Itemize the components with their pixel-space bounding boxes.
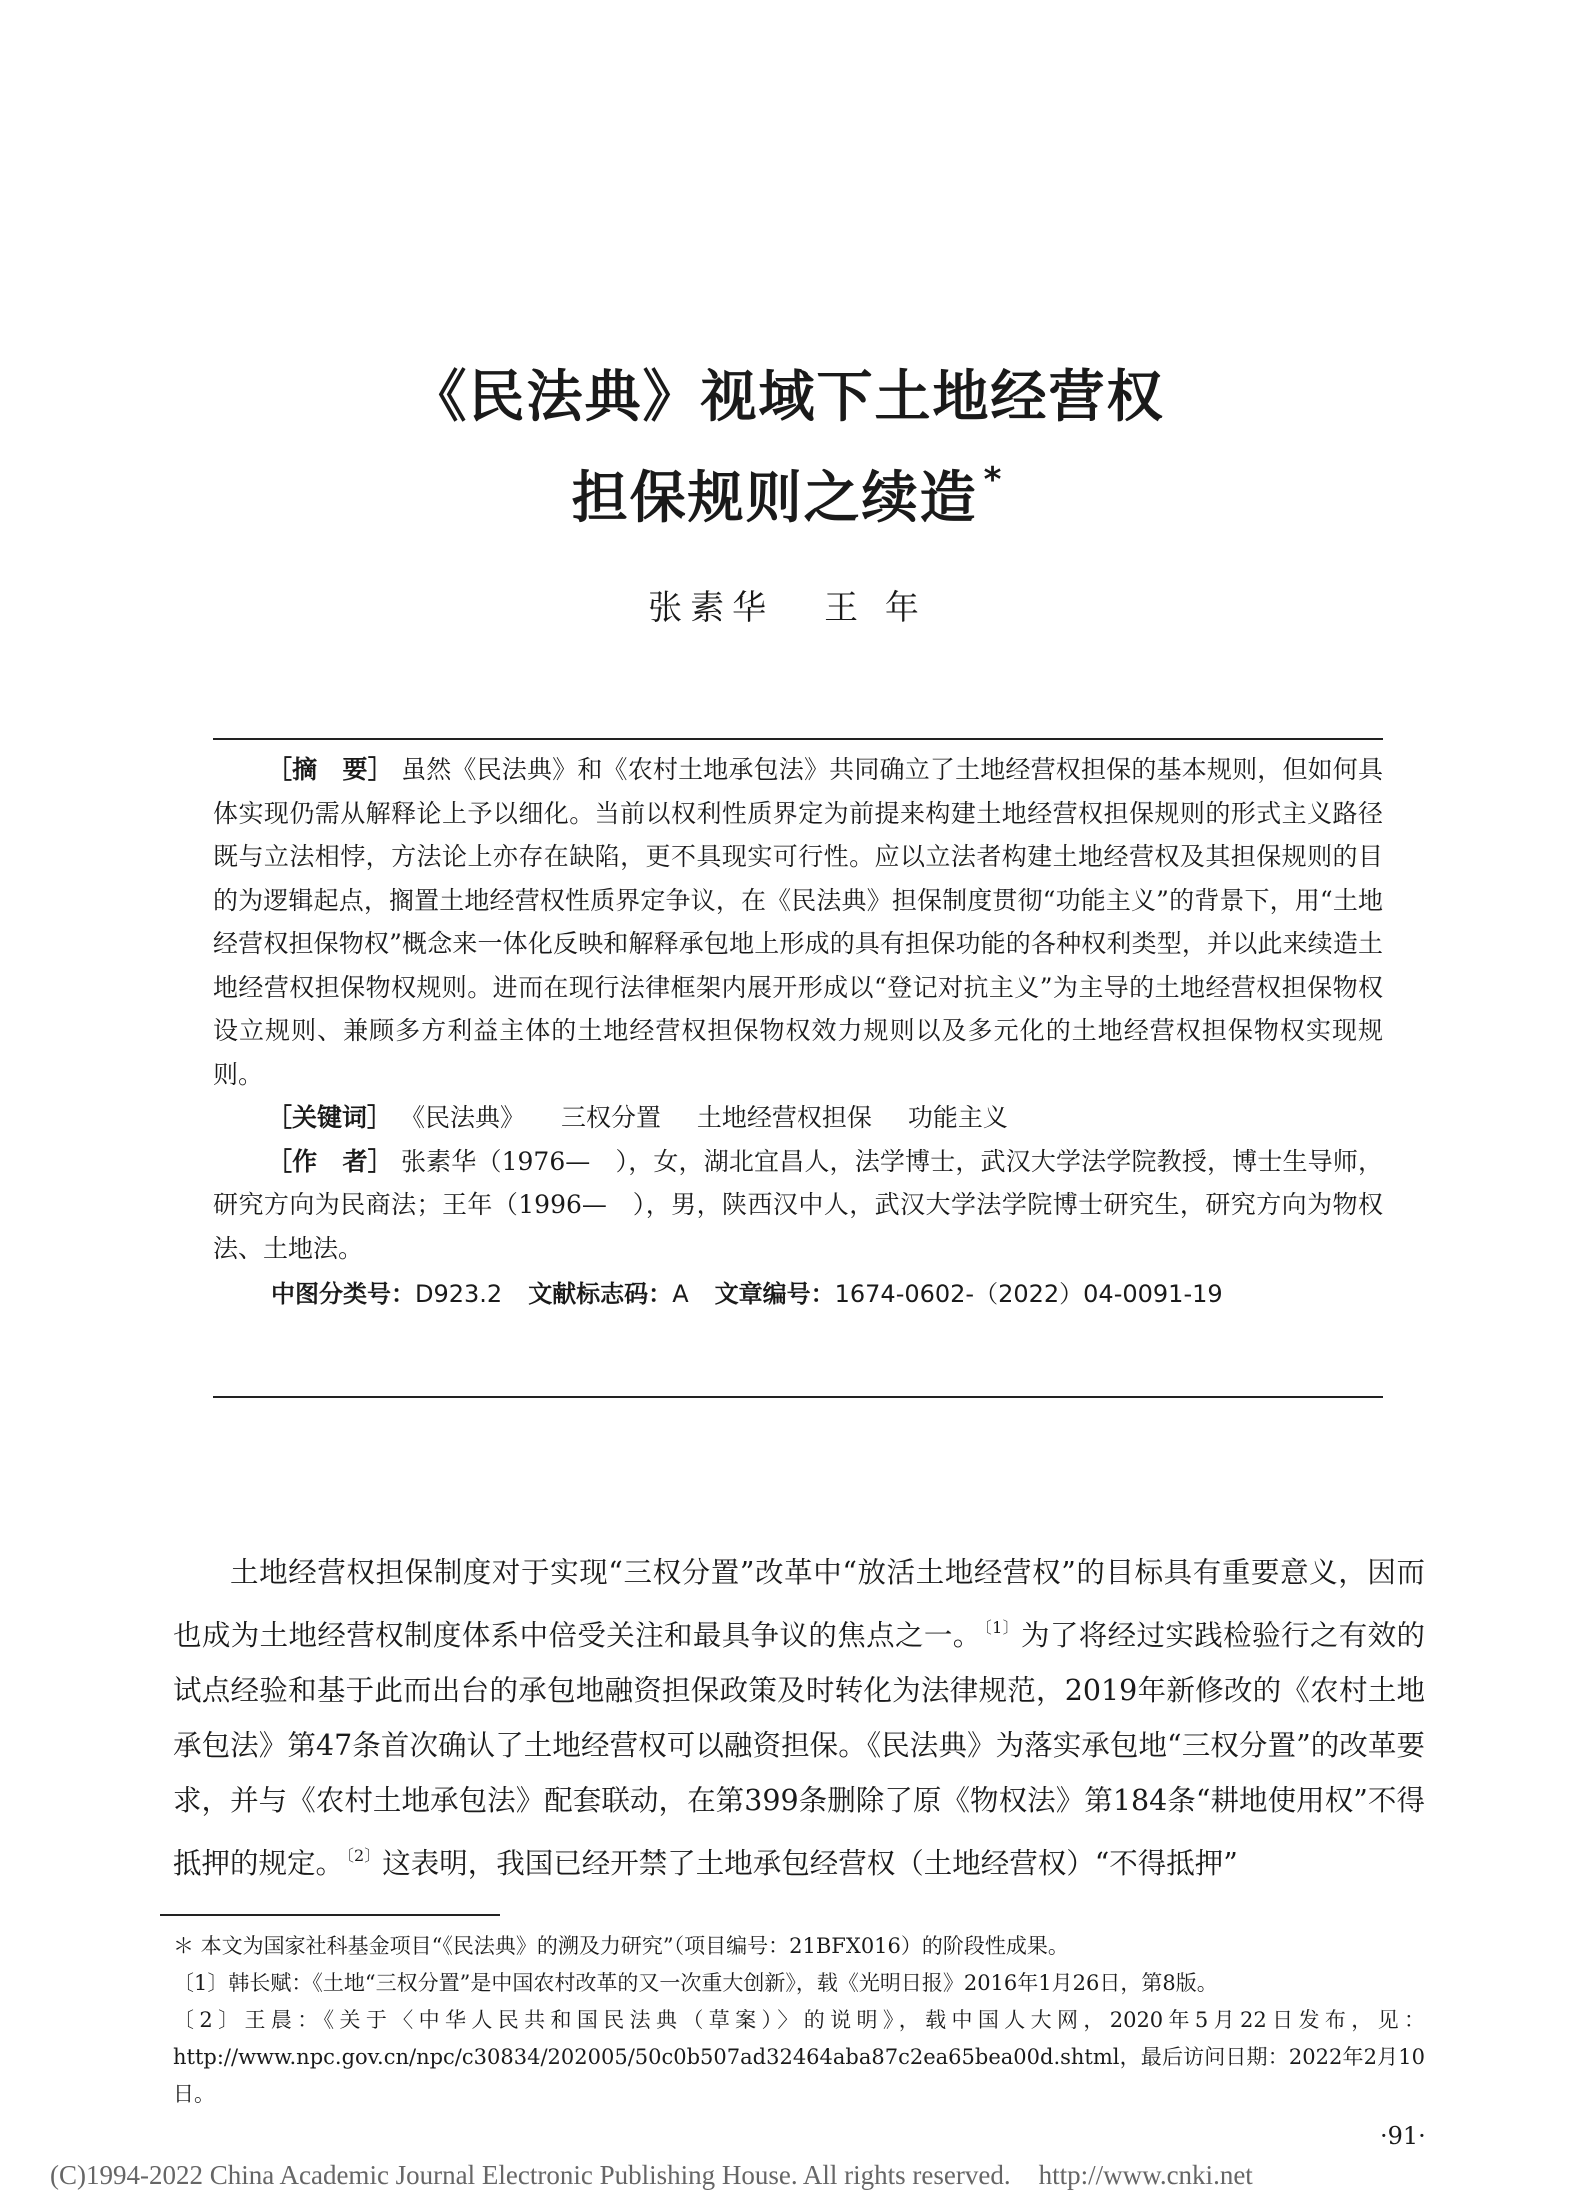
page-number: ·91·	[1380, 2122, 1426, 2150]
title-footnote-mark: *	[983, 460, 1004, 500]
keyword-item: 三权分置	[560, 1103, 661, 1132]
keyword-item: 《民法典》	[399, 1103, 525, 1132]
clc-value: D923.2	[415, 1280, 503, 1308]
abstract-top-rule	[213, 738, 1383, 740]
author-2: 王 年	[824, 588, 927, 628]
footnote-item: 〔1〕韩长赋：《土地“三权分置”是中国农村改革的又一次重大创新》，载《光明日报》2016年1月26日，第8版。	[173, 1971, 1218, 1995]
author-1: 张素华	[648, 588, 775, 628]
article-title-line-2	[0, 440, 1575, 539]
copyright-footer	[50, 2160, 1550, 2191]
author-info-paragraph	[213, 1140, 1383, 1271]
footnote-rule	[160, 1914, 500, 1916]
footnote-item: 〔2〕王晨：《关于〈中华人民共和国民法典（草案）〉的说明》，载中国人大网，2020年5月22日发布，见：http://www.npc.gov.cn/npc/c30834/202005/50c0b507ad32464aba87c2ea65bea00d.shtml，最后访问日期：2022年2月10日。	[173, 2008, 1425, 2106]
keyword-item: 土地经营权担保	[696, 1103, 872, 1132]
author-names	[0, 583, 1575, 633]
abstract-paragraph	[213, 748, 1383, 1096]
body-paragraph	[173, 1545, 1425, 1891]
reference-mark-1: 〔1〕	[983, 1618, 1020, 1637]
title-line-1-text: 《民法典》视域下土地经营权	[410, 365, 1165, 430]
body-text	[173, 1545, 1425, 1891]
article-number-value: 1674-0602-（2022）04-0091-19	[834, 1280, 1223, 1308]
abstract-label: ［摘 要］	[267, 755, 393, 784]
abstract-text: 虽然《民法典》和《农村土地承包法》共同确立了土地经营权担保的基本规则，但如何具体实现仍需从解释论上予以细化。当前以权利性质界定为前提来构建土地经营权担保规则的形式主义路径既与立法相悖，方法论上亦存在缺陷，更不具现实可行性。应以立法者构建土地经营权及其担保规则的目的为逻辑起点，搁置土地经营权性质界定争议，在《民法典》担保制度贯彻“功能主义”的背景下，用“土地经营权担保物权”概念来一体化反映和解释承包地上形成的具有担保功能的各种权利类型，并以此来续造土地经营权担保物权规则。进而在现行法律框架内展开形成以“登记对抗主义”为主导的土地经营权担保物权设立规则、兼顾多方利益主体的土地经营权担保物权效力规则以及多元化的土地经营权担保物权实现规则。	[213, 755, 1383, 1089]
author-info-text: 张素华（1976— ），女，湖北宜昌人，法学博士，武汉大学法学院教授，博士生导师，研究方向为民商法；王年（1996— ），男，陕西汉中人，武汉大学法学院博士研究生，研究方向为物权法、土地法。	[213, 1146, 1383, 1263]
abstract-bottom-rule	[213, 1396, 1383, 1398]
abstract-block	[213, 748, 1383, 1316]
doc-code-label: 文献标志码：	[528, 1280, 673, 1308]
body-text-part-2: 为了将经过实践检验行之有效的试点经验和基于此而出台的承包地融资担保政策及时转化为法律规范，2019年新修改的《农村土地承包法》第47条首次确认了土地经营权可以融资担保。《民法典》为落实承包地“三权分置”的改革要求，并与《农村土地承包法》配套联动，在第399条删除了原《物权法》第184条“耕地使用权”不得抵押的规定。	[173, 1619, 1425, 1880]
body-text-part-1: 土地经营权担保制度对于实现“三权分置”改革中“放活土地经营权”的目标具有重要意义，因而也成为土地经营权制度体系中倍受关注和最具争议的焦点之一。	[173, 1556, 1425, 1652]
title-line-2-text: 担保规则之续造	[571, 466, 978, 531]
keywords-paragraph	[213, 1096, 1383, 1140]
copyright-url: http://www.cnki.net	[1038, 2160, 1253, 2190]
keyword-item: 功能主义	[907, 1103, 1008, 1132]
footnotes	[173, 1928, 1425, 2113]
classification-line	[213, 1272, 1383, 1316]
doc-code-value: A	[672, 1280, 689, 1308]
footnote-item: ＊ 本文为国家社科基金项目“《民法典》的溯及力研究”（项目编号：21BFX016）的阶段性成果。	[173, 1934, 1069, 1958]
article-title-line-1	[0, 358, 1575, 438]
author-info-label: ［作 者］	[267, 1146, 393, 1176]
body-text-part-3: 这表明，我国已经开禁了土地承包经营权（土地经营权）“不得抵押”	[382, 1847, 1238, 1880]
clc-label: 中图分类号：	[271, 1280, 415, 1308]
article-number-label: 文章编号：	[714, 1280, 835, 1308]
reference-mark-2: 〔2〕	[346, 1846, 381, 1865]
keywords-label: ［关键词］	[267, 1103, 393, 1132]
copyright-text: (C)1994-2022 China Academic Journal Electronic Publishing House. All rights reserved.	[50, 2160, 1011, 2190]
